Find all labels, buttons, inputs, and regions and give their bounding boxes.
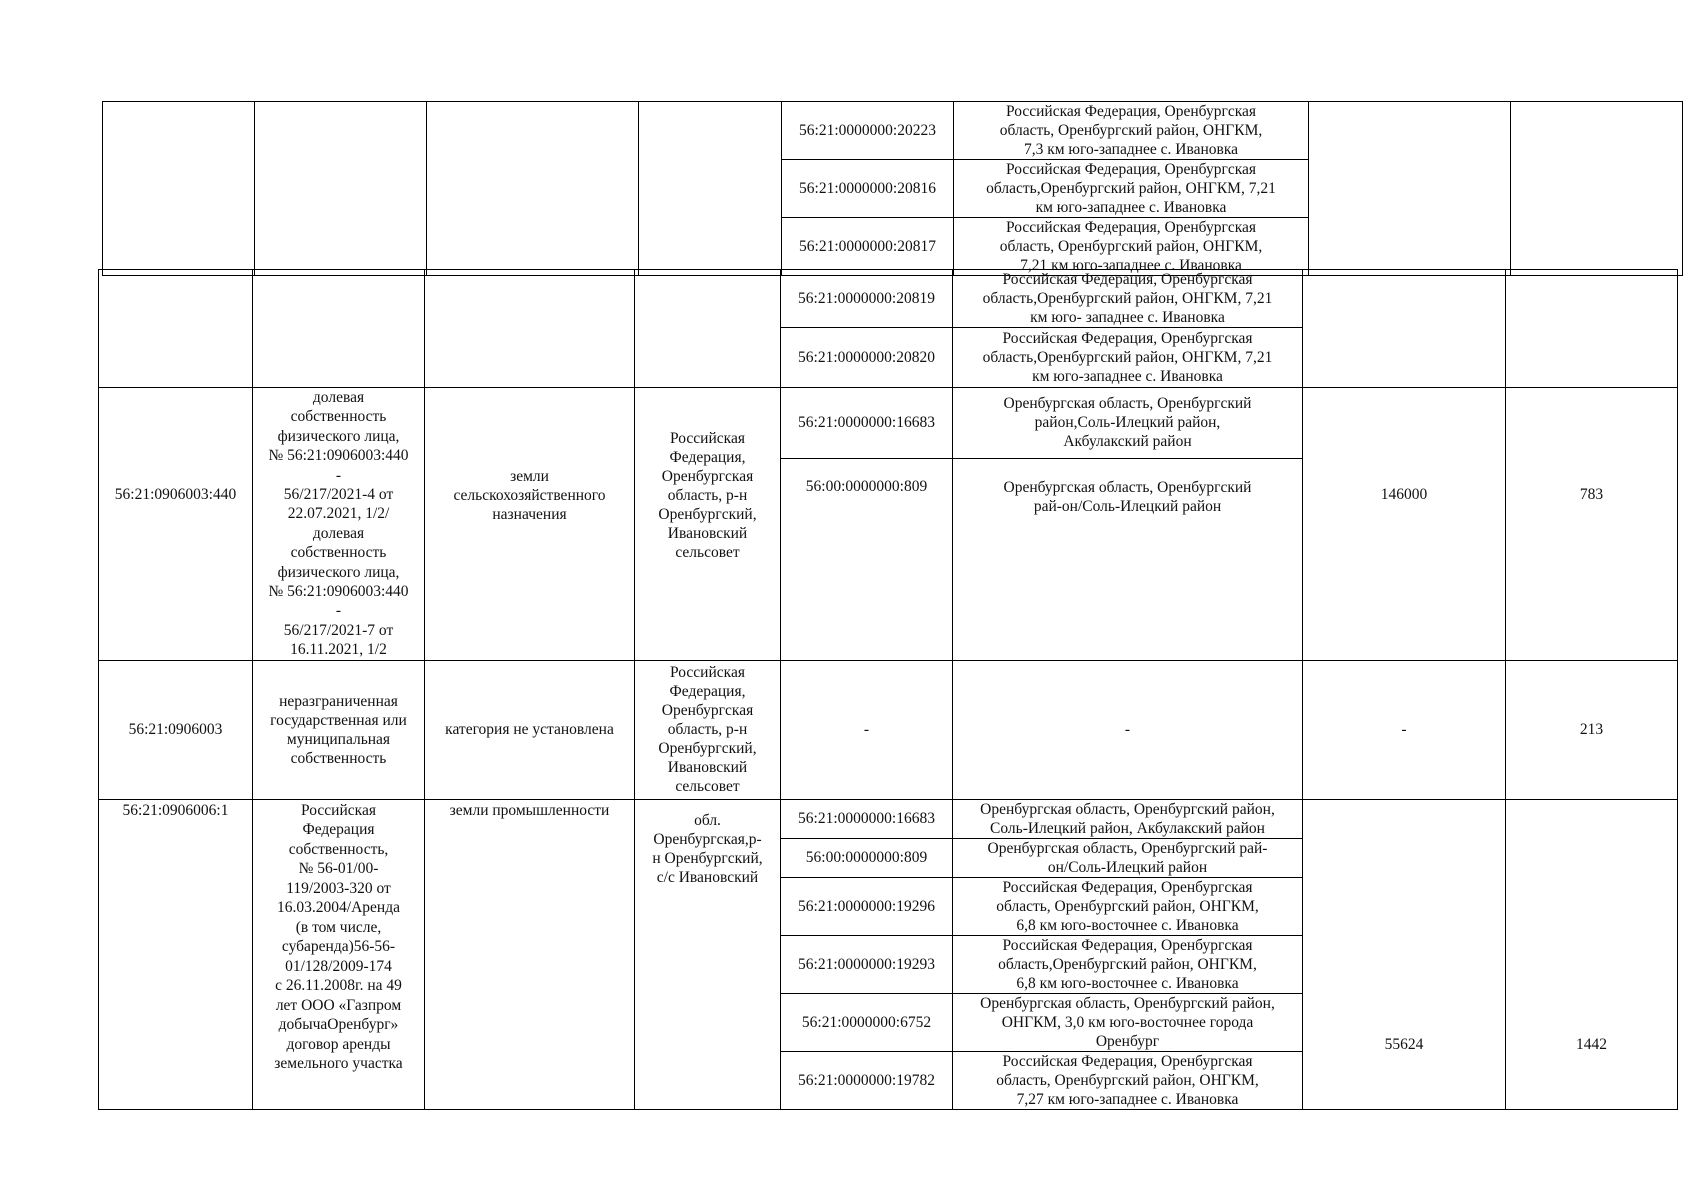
value-cell [1506, 388, 1678, 661]
plot-number-cell: 56:21:0906006:1 [99, 799, 253, 1109]
address-cell: Российская Федерация, Оренбургская область, Оренбургский район, ОНГКМ, 7,27 км юго-западнее с. Ивановка [953, 1051, 1303, 1109]
rights-cell: неразграниченная государственная или муниципальная собственность [253, 660, 425, 799]
empty-cell [255, 102, 427, 276]
address-cell: Российская Федерация, Оренбургская область,Оренбургский район, ОНГКМ, 7,21 км юго-западнее с. Ивановка [953, 328, 1303, 388]
area-cell [1303, 799, 1506, 1109]
address-cell: Российская Федерация, Оренбургская область, Оренбургский район, ОНГКМ, 7,3 км юго-западнее с. Ивановка [954, 102, 1309, 160]
rights-cell: Российская Федерация собственность, № 56-01/00- 119/2003-320 от 16.03.2004/Аренда (в том числе, субаренда)56-56- 01/128/2009-174 с 26.11.2008г. на 49 лет ООО «Газпром добычаОренбург» договор аренды земельного участка [253, 799, 425, 1109]
cadastral-number-cell: 56:21:0000000:20820 [781, 328, 953, 388]
empty-cell [425, 270, 635, 388]
cadastral-number-cell: 56:21:0000000:19782 [781, 1051, 953, 1109]
table-row [99, 799, 1678, 838]
cadastral-number-cell: - [781, 660, 953, 799]
area-value: 55624 [1384, 1035, 1424, 1053]
address-cell: - [953, 660, 1303, 799]
cadastral-number-cell: 56:21:0000000:19293 [781, 935, 953, 993]
cadastral-number-cell: 56:21:0000000:20223 [782, 102, 954, 160]
category-cell [425, 388, 635, 661]
address-cell: Оренбургская область, Оренбургский район, Соль-Илецкий район, Акбулакский район [953, 799, 1303, 838]
plot-number: 56:21:0906003:440 [114, 486, 237, 503]
table-row [99, 660, 1678, 799]
cadastral-number-cell: 56:21:0000000:20817 [782, 218, 954, 276]
location-cell: обл. Оренбургская,р- н Оренбургский, с/с Ивановский [635, 799, 781, 1109]
empty-cell [253, 270, 425, 388]
value-cell: 213 [1506, 660, 1678, 799]
cadastral-number-cell: 56:00:0000000:809 [781, 838, 953, 877]
cadastral-number-cell: 56:21:0000000:20816 [782, 160, 954, 218]
cadastral-number-cell: 56:21:0000000:20819 [781, 270, 953, 328]
empty-cell [1506, 270, 1678, 388]
address-cell: Российская Федерация, Оренбургская область, Оренбургский район, ОНГКМ, 6,8 км юго-восточнее с. Ивановка [953, 877, 1303, 935]
category-cell: категория не установлена [425, 660, 635, 799]
table-row [99, 270, 1678, 328]
table-row [103, 102, 1683, 160]
address-cell: Оренбургская область, Оренбургский рай-он/Соль-Илецкий район [953, 458, 1303, 660]
empty-cell [1511, 102, 1683, 276]
area-cell [1303, 388, 1506, 661]
cadastral-number-cell: 56:21:0000000:16683 [781, 799, 953, 838]
cadastral-number-cell [781, 458, 953, 660]
rights-cell: долевая собственность физического лица, № 56:21:0906003:440 - 56/217/2021-4 от 22.07.2021, 1/2/ долевая собственность физического лица, № 56:21:0906003:440 - 56/217/2021-7 от 16.11.2021, 1/2 [253, 388, 425, 661]
address-cell: Российская Федерация, Оренбургская область,Оренбургский район, ОНГКМ, 6,8 км юго-восточнее с. Ивановка [953, 935, 1303, 993]
address-cell: Российская Федерация, Оренбургская область,Оренбургский район, ОНГКМ, 7,21 км юго-западнее с. Ивановка [954, 160, 1309, 218]
table-row [99, 388, 1678, 459]
location-cell: Российская Федерация, Оренбургская область, р-н Оренбургский, Ивановский сельсовет [635, 660, 781, 799]
address-cell: Оренбургская область, Оренбургский район, ОНГКМ, 3,0 км юго-восточнее города Оренбург [953, 993, 1303, 1051]
empty-cell [99, 270, 253, 388]
location-text: Российская Федерация, Оренбургская область, р-н Оренбургский, Ивановский сельсовет [658, 430, 757, 561]
address-cell: Оренбургская область, Оренбургский район,Соль-Илецкий район, Акбулакский район [953, 388, 1303, 459]
address-cell: Российская Федерация, Оренбургская область, Оренбургский район, ОНГКМ, 7,21 км юго-западнее с. Ивановка [954, 218, 1309, 276]
area-value: 146000 [1380, 486, 1428, 503]
empty-cell [639, 102, 782, 276]
location-cell [635, 388, 781, 661]
area-cell: - [1303, 660, 1506, 799]
value-cell [1506, 799, 1678, 1109]
category-text: земли сельскохозяйственного назначения [453, 468, 606, 523]
top-fragment-table [102, 101, 1683, 276]
cadastral-number-cell: 56:21:0000000:6752 [781, 993, 953, 1051]
address-cell: Российская Федерация, Оренбургская область,Оренбургский район, ОНГКМ, 7,21 км юго- западнее с. Ивановка [953, 270, 1303, 328]
category-cell: земли промышленности [425, 799, 635, 1109]
land-plots-table [98, 269, 1678, 1110]
empty-cell [103, 102, 255, 276]
plot-number-cell: 56:21:0906003 [99, 660, 253, 799]
empty-cell [1303, 270, 1506, 388]
value-number: 783 [1579, 486, 1604, 503]
empty-cell [635, 270, 781, 388]
cadastral-number-cell: 56:21:0000000:19296 [781, 877, 953, 935]
address-cell: Оренбургская область, Оренбургский рай- он/Соль-Илецкий район [953, 838, 1303, 877]
plot-number-cell [99, 388, 253, 661]
cadastral-number-cell: 56:21:0000000:16683 [781, 388, 953, 459]
value-number: 1442 [1576, 1035, 1607, 1053]
cadastral-number: 56:00:0000000:809 [805, 477, 928, 495]
empty-cell [427, 102, 639, 276]
empty-cell [1309, 102, 1511, 276]
